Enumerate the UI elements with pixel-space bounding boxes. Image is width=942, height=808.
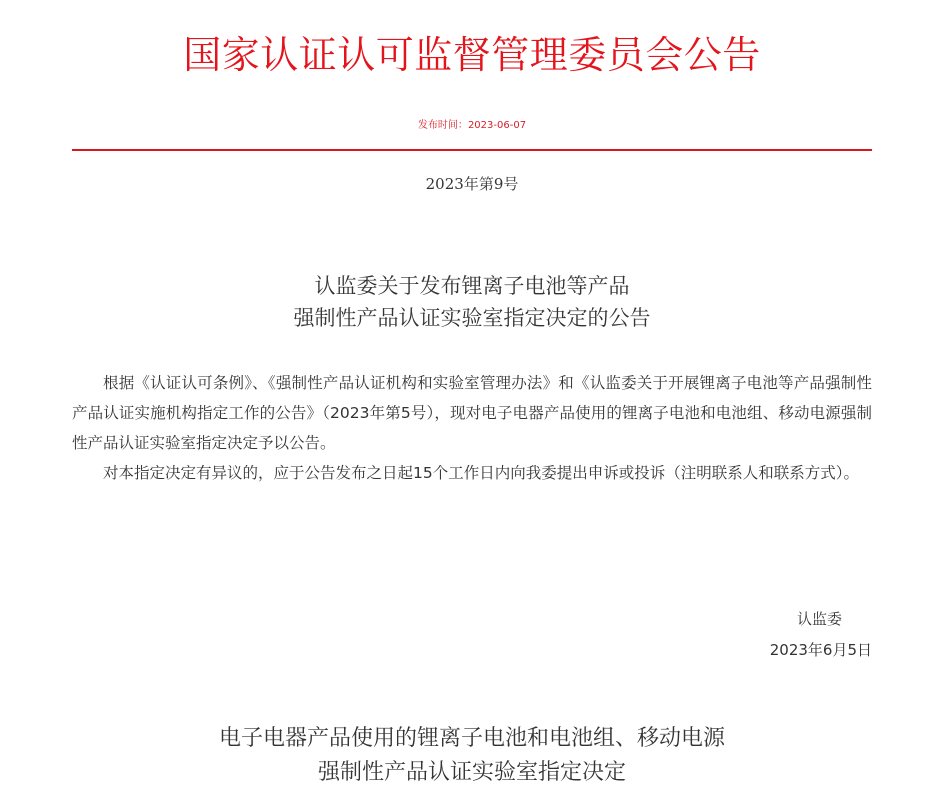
decision-title <box>72 722 872 790</box>
body-paragraph-1: 根据《认证认可条例》、《强制性产品认证机构和实验室管理办法》和《认监委关于开展锂离子电池等产品强制性产品认证实施机构指定工作的公告》（2023年第5号），现对电子电器产品使用的锂离子电池和电池组、移动电源强制性产品认证实验室指定决定予以公告。 <box>72 374 872 452</box>
notice-title <box>72 270 872 334</box>
signature-block <box>672 604 872 666</box>
signature-date: 2023年6月5日 <box>769 641 872 659</box>
publish-date-label: 发布时间： <box>417 120 468 131</box>
agency-announcement-header: 国家认证认可监督管理委员会公告 <box>183 33 761 77</box>
notice-body <box>72 368 872 488</box>
notice-title-line-1: 认监委关于发布锂离子电池等产品 <box>314 274 630 298</box>
publish-date-value: 2023-06-07 <box>467 120 527 131</box>
body-paragraph-2: 对本指定决定有异议的，应于公告发布之日起15个工作日内向我委提出申诉或投诉（注明联系人和联系方式）。 <box>103 464 859 482</box>
signature-organization: 认监委 <box>796 610 842 628</box>
decision-title-line-1: 电子电器产品使用的锂离子电池和电池组、移动电源 <box>218 726 725 751</box>
publish-date <box>72 119 872 133</box>
notice-title-line-2: 强制性产品认证实验室指定决定的公告 <box>293 306 651 330</box>
document-number: 2023年第9号 <box>425 175 519 193</box>
header-divider <box>72 149 872 151</box>
decision-title-line-2: 强制性产品认证实验室指定决定 <box>317 760 626 785</box>
